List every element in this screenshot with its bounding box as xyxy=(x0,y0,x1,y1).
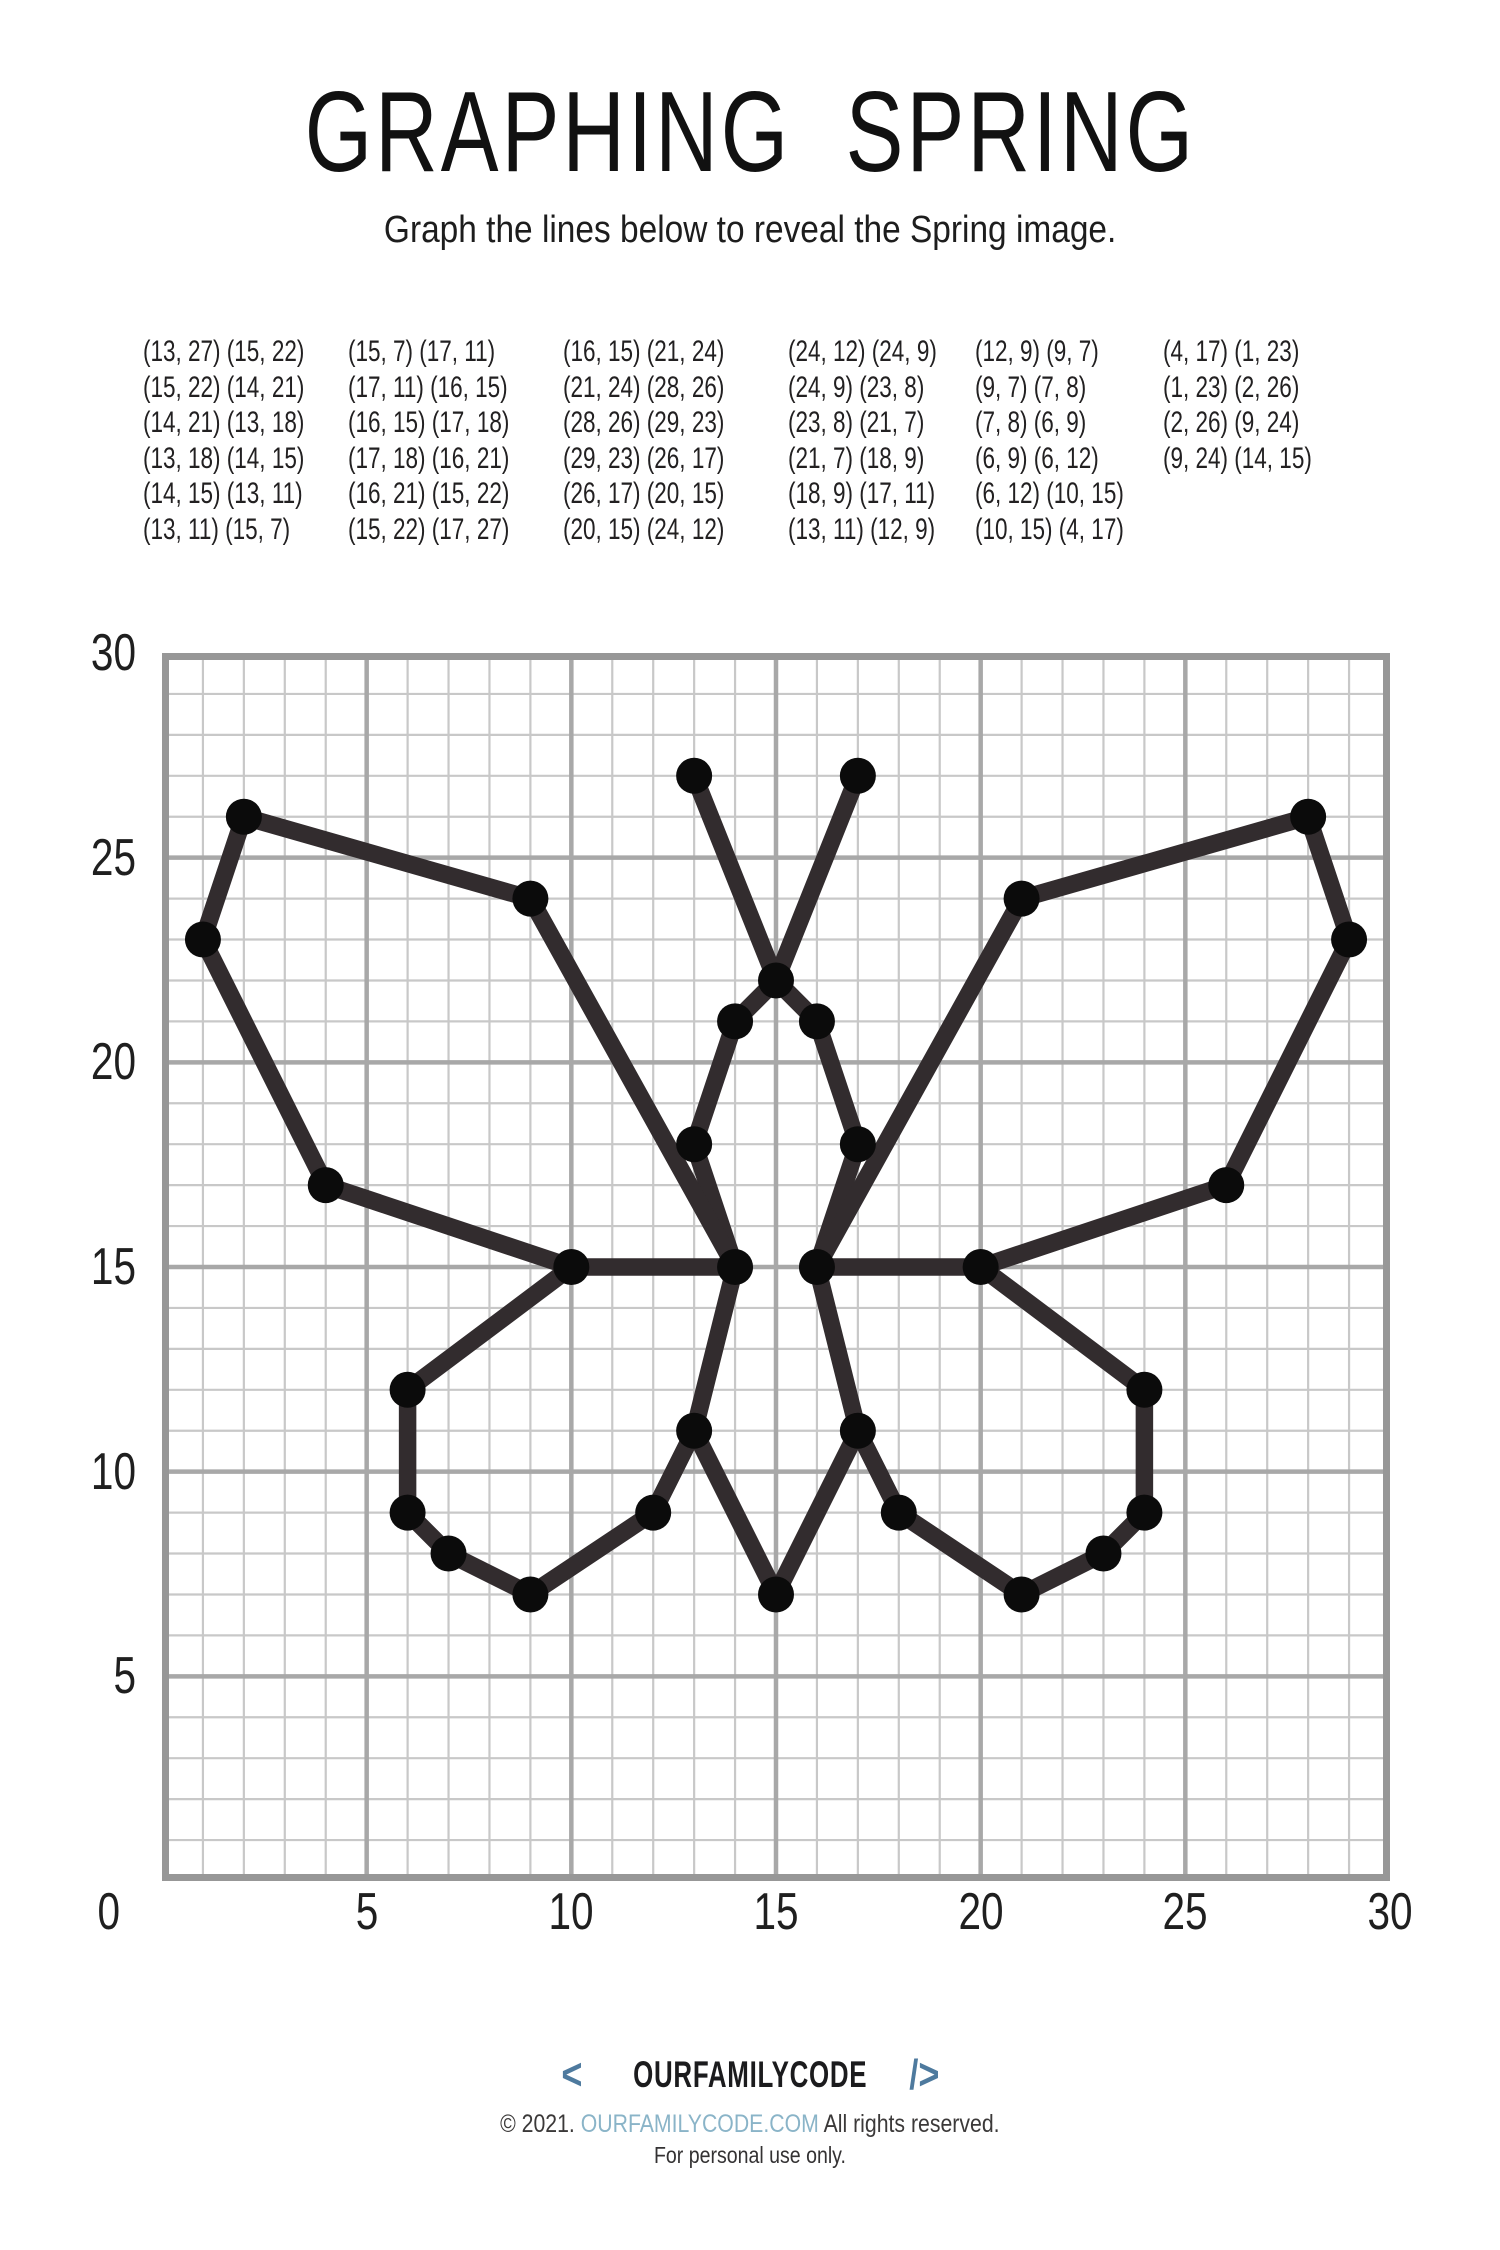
y-axis-tick-20: 20 xyxy=(90,1033,136,1092)
plotted-point xyxy=(676,1126,712,1162)
coordinate-pair-row: (24, 12) (24, 9) xyxy=(788,335,937,368)
coordinate-pair-row: (9, 24) (14, 15) xyxy=(1163,441,1312,475)
page-subtitle-text: Graph the lines below to reveal the Spring image. xyxy=(383,209,1117,251)
plotted-point xyxy=(512,881,548,917)
butterfly-segment xyxy=(817,899,1022,1267)
plotted-point xyxy=(676,1413,712,1449)
coordinate-pair-row: (28, 26) (29, 23) xyxy=(563,406,725,439)
plotted-point xyxy=(840,1413,876,1449)
plotted-point xyxy=(717,1249,753,1285)
coordinate-pair-row: (15, 22) (17, 27) xyxy=(348,512,510,546)
personal-use-note xyxy=(0,2142,1500,2169)
page-subtitle xyxy=(0,210,1500,252)
plotted-point xyxy=(1126,1495,1162,1531)
coordinate-pair-row: (9, 7) (7, 8) xyxy=(975,370,1087,404)
coordinate-pair-row: (14, 21) (13, 18) xyxy=(143,406,305,439)
plotted-point xyxy=(1004,1576,1040,1612)
plotted-point xyxy=(881,1495,917,1531)
y-axis-tick-25: 25 xyxy=(90,828,136,887)
y-axis-tick-30: 30 xyxy=(90,624,136,682)
logo-name: OURFAMILYCODE xyxy=(632,2054,867,2095)
coordinate-pair-row: (13, 11) (15, 7) xyxy=(143,512,291,546)
plotted-point xyxy=(1290,799,1326,835)
coordinate-pair-row: (23, 8) (21, 7) xyxy=(788,406,925,439)
plotted-point xyxy=(185,922,221,958)
butterfly-plot xyxy=(162,653,1390,1881)
plotted-point xyxy=(1208,1167,1244,1203)
coordinate-pair-row: (29, 23) (26, 17) xyxy=(563,441,725,475)
plotted-point xyxy=(676,758,712,794)
x-axis-tick-25: 25 xyxy=(1162,1883,1208,1941)
coordinate-pair-list xyxy=(0,334,1500,554)
coordinate-pair-row: (13, 27) (15, 22) xyxy=(143,335,305,368)
plotted-point xyxy=(308,1167,344,1203)
coordinate-column-4 xyxy=(788,334,937,547)
plotted-point xyxy=(840,758,876,794)
logo-slash-icon: / xyxy=(908,2051,918,2098)
butterfly-segment xyxy=(1308,817,1349,940)
plotted-point xyxy=(553,1249,589,1285)
coordinate-pair-row: (26, 17) (20, 15) xyxy=(563,477,725,510)
logo-right-bracket-icon: > xyxy=(918,2050,940,2099)
coordinate-pair-row: (12, 9) (9, 7) xyxy=(975,335,1099,368)
coordinate-pair-row: (4, 17) (1, 23) xyxy=(1163,335,1300,368)
y-axis-tick-10: 10 xyxy=(90,1442,136,1501)
plotted-point xyxy=(1126,1372,1162,1408)
plotted-point xyxy=(758,962,794,998)
coordinate-column-1 xyxy=(143,334,304,547)
plotted-point xyxy=(390,1372,426,1408)
coordinate-pair-row: (1, 23) (2, 26) xyxy=(1163,370,1300,404)
coordinate-pair-row: (15, 22) (14, 21) xyxy=(143,370,305,404)
coordinate-pair-row: (16, 21) (15, 22) xyxy=(348,477,510,510)
copyright-prefix: © 2021. xyxy=(500,2110,576,2138)
origin-tick-0: 0 xyxy=(97,1883,120,1941)
x-axis-tick-5: 5 xyxy=(355,1883,378,1941)
coordinate-pair-row: (6, 12) (10, 15) xyxy=(975,477,1124,510)
coordinate-pair-row: (2, 26) (9, 24) xyxy=(1163,406,1300,439)
coordinate-column-2 xyxy=(348,334,509,547)
x-axis-tick-30: 30 xyxy=(1367,1883,1413,1941)
butterfly-segment xyxy=(530,899,735,1267)
page-title-text: GRAPHING SPRING xyxy=(304,69,1196,196)
y-axis-tick-15: 15 xyxy=(90,1238,136,1296)
plotted-point xyxy=(390,1495,426,1531)
coordinate-pair-row: (21, 7) (18, 9) xyxy=(788,441,925,475)
coordinate-pair-row: (17, 11) (16, 15) xyxy=(348,370,508,404)
coordinate-pair-row: (7, 8) (6, 9) xyxy=(975,406,1087,439)
plotted-point xyxy=(512,1576,548,1612)
plotted-point xyxy=(1004,881,1040,917)
coordinate-pair-row: (14, 15) (13, 11) xyxy=(143,477,303,510)
butterfly-segment xyxy=(817,1021,858,1144)
copyright-link[interactable]: OURFAMILYCODE.COM xyxy=(580,2110,820,2138)
plotted-point xyxy=(431,1536,467,1572)
x-axis-tick-20: 20 xyxy=(958,1883,1004,1941)
coordinate-pair-row: (17, 18) (16, 21) xyxy=(348,441,510,475)
coordinate-pair-row: (16, 15) (21, 24) xyxy=(563,335,725,368)
copyright-suffix: All rights reserved. xyxy=(823,2110,1000,2138)
coordinate-pair-row: (20, 15) (24, 12) xyxy=(563,512,725,546)
plotted-point xyxy=(717,1003,753,1039)
plotted-point xyxy=(799,1003,835,1039)
coordinate-pair-row: (21, 24) (28, 26) xyxy=(563,370,725,404)
butterfly-segment xyxy=(694,1021,735,1144)
coordinate-pair-row: (6, 9) (6, 12) xyxy=(975,441,1099,475)
plotted-point xyxy=(799,1249,835,1285)
coordinate-column-3 xyxy=(563,334,724,547)
coordinate-pair-row: (13, 18) (14, 15) xyxy=(143,441,305,475)
plotted-point xyxy=(226,799,262,835)
logo-left-bracket-icon: < xyxy=(560,2050,582,2099)
plotted-point xyxy=(758,1576,794,1612)
coordinate-pair-row: (13, 11) (12, 9) xyxy=(788,512,936,546)
y-axis-tick-5: 5 xyxy=(113,1647,136,1706)
x-axis-tick-15: 15 xyxy=(753,1883,799,1941)
brand-logo xyxy=(0,2052,1500,2098)
coordinate-pair-row: (16, 15) (17, 18) xyxy=(348,406,510,439)
coordinate-pair-row: (24, 9) (23, 8) xyxy=(788,370,925,404)
plotted-point xyxy=(635,1495,671,1531)
personal-use-text: For personal use only. xyxy=(654,2142,846,2168)
plotted-point xyxy=(840,1126,876,1162)
coordinate-pair-row: (18, 9) (17, 11) xyxy=(788,477,936,510)
coordinate-pair-row: (15, 7) (17, 11) xyxy=(348,335,496,368)
coordinate-column-6 xyxy=(1163,334,1312,476)
plotted-point xyxy=(1331,922,1367,958)
coordinate-pair-row: (10, 15) (4, 17) xyxy=(975,512,1124,546)
page-title xyxy=(0,69,1500,196)
plotted-point xyxy=(1085,1536,1121,1572)
copyright-line xyxy=(0,2110,1500,2138)
plotted-point xyxy=(963,1249,999,1285)
butterfly-segment xyxy=(203,817,244,940)
x-axis-tick-10: 10 xyxy=(548,1883,594,1941)
coordinate-column-5 xyxy=(975,334,1124,547)
